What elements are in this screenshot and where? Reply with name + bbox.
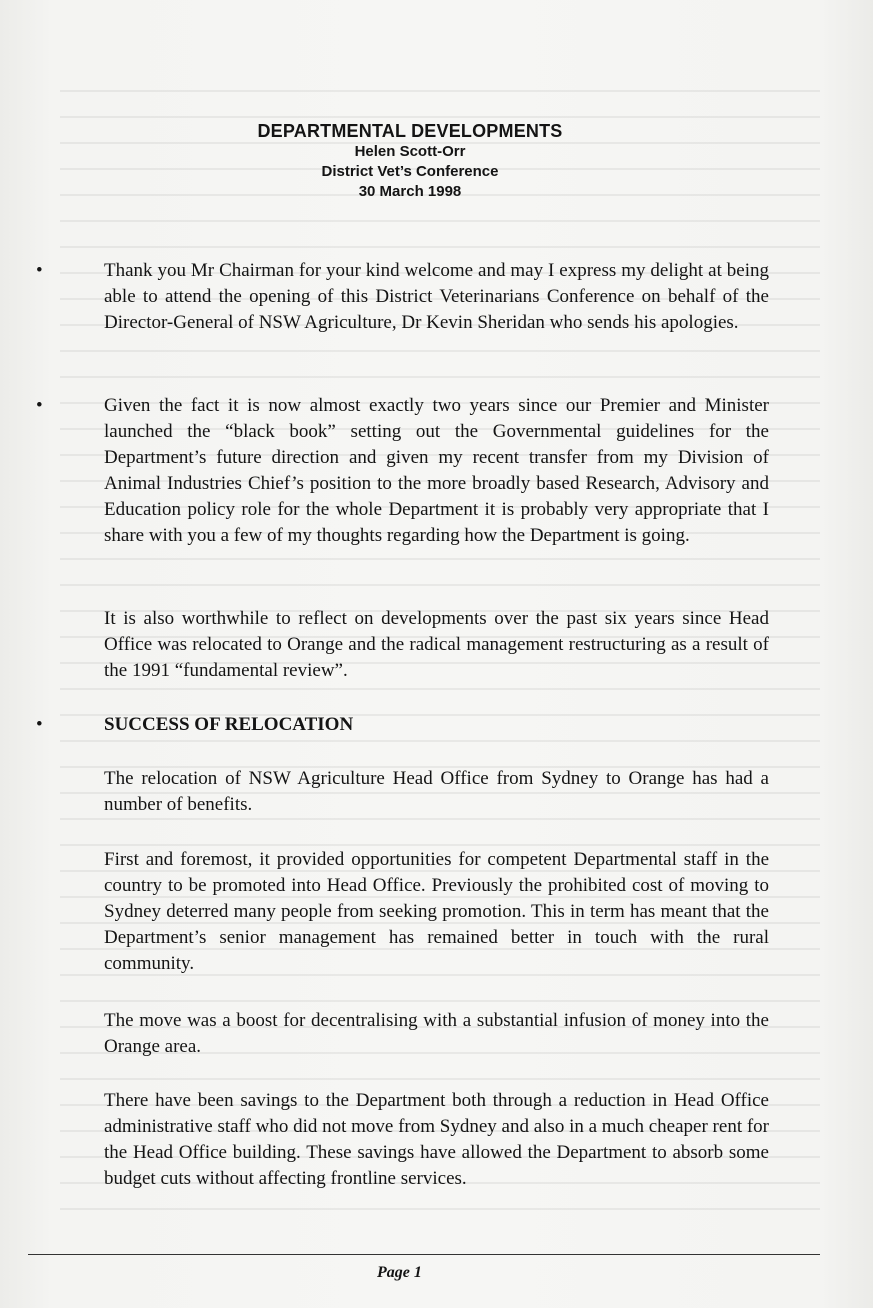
paragraph-decentralising: The move was a boost for decentralising with a substantial infusion of money into the Orange area.	[104, 1010, 769, 1057]
paragraph-reflection: It is also worthwhile to reflect on developments over the past six years since Head Office was relocated to Orange and the radical management restructuring as a result of the 1991 “fundamental review”.	[104, 608, 769, 681]
document-header	[0, 120, 820, 202]
paragraph-promotion: First and foremost, it provided opportunities for competent Departmental staff in the country to be promoted into Head Office. Previously the prohibited cost of moving to Sydney deterred many people from seeking promotion. This in term has meant that the Department’s senior management has remained better in touch with the rural community.	[104, 849, 769, 974]
paragraph-relocation: The relocation of NSW Agriculture Head Office from Sydney to Orange has had a number of benefits.	[104, 768, 769, 815]
page-number: Page 1	[377, 1264, 422, 1281]
paragraph-black-book: Given the fact it is now almost exactly two years since our Premier and Minister launched the “black book” setting out the Governmental guidelines for the Department’s future direction and given my recent transfer from my Division of Animal Industries Chief’s position to the more broadly based Research, Advisory and Education policy role for the whole Department it is probably very appropriate that I share with you a few of my thoughts regarding how the Department is going.	[104, 395, 769, 546]
section-heading: SUCCESS OF RELOCATION	[104, 714, 354, 735]
bullet-3: •	[36, 714, 43, 735]
paragraph-savings: There have been savings to the Department both through a reduction in Head Office administrative staff who did not move from Sydney and also in a much cheaper rent for the Head Office building. These savings have allowed the Department to absorb some budget cuts without affecting frontline services.	[104, 1090, 769, 1189]
bullet-1: •	[36, 260, 43, 281]
author-name: Helen Scott-Orr	[354, 143, 466, 160]
bullet-2: •	[36, 395, 43, 416]
footer-divider	[28, 1254, 820, 1255]
document-title: DEPARTMENTAL DEVELOPMENTS	[257, 121, 563, 141]
paragraph-welcome: Thank you Mr Chairman for your kind welcome and may I express my delight at being able to attend the opening of this District Veterinarians Conference on behalf of the Director-General of NSW Agriculture, Dr Kevin Sheridan who sends his apologies.	[104, 260, 769, 333]
event-date: 30 March 1998	[358, 183, 462, 200]
event-name: District Vet’s Conference	[321, 163, 499, 180]
